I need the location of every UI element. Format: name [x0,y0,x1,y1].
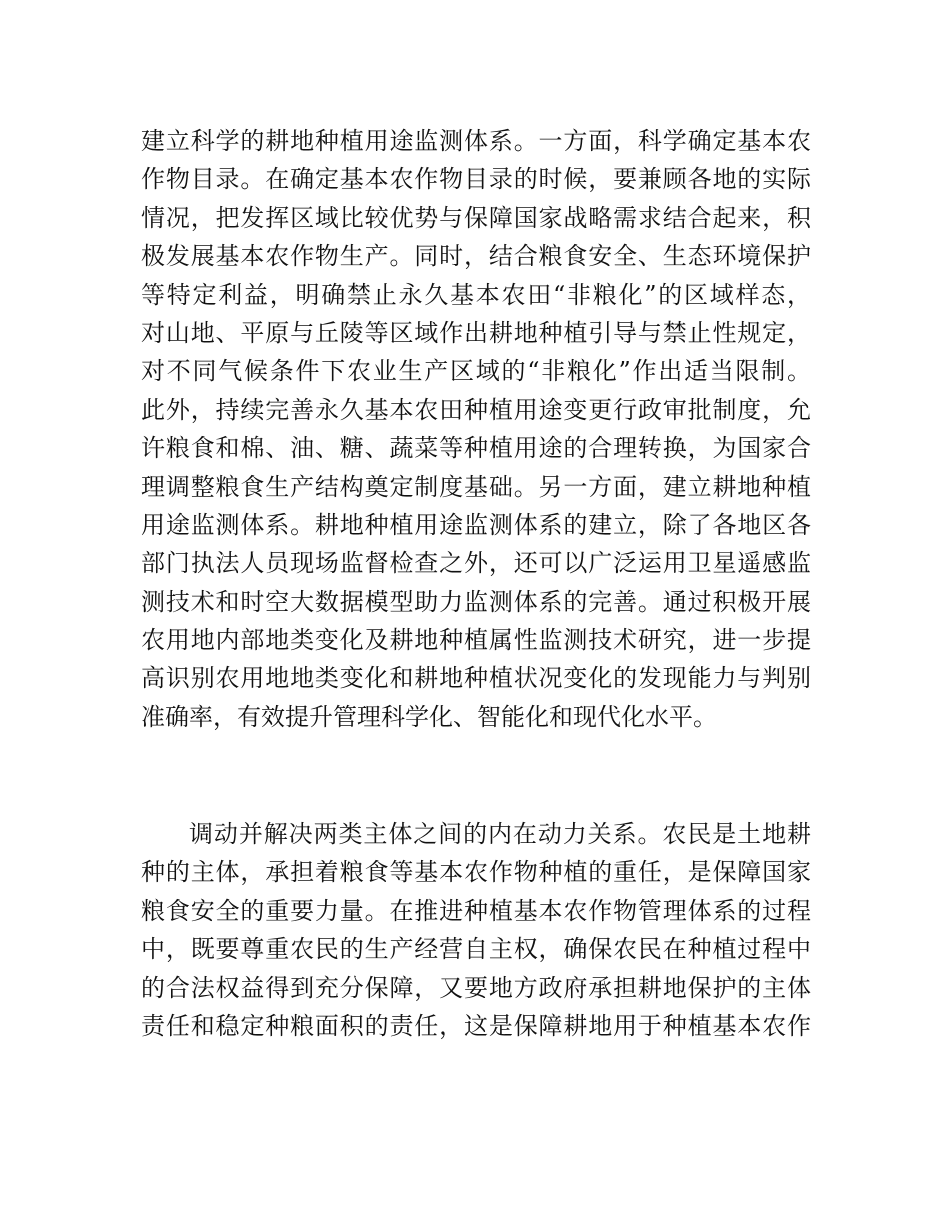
paragraph-line: 测技术和时空大数据模型助力监测体系的完善。通过积极开展 [141,587,811,616]
paragraph-2 [141,815,811,1045]
paragraph-line: 理调整粮食生产结构奠定制度基础。另一方面，建立耕地种植 [141,472,811,501]
paragraph-line: 情况，把发挥区域比较优势与保障国家战略需求结合起来，积 [141,203,811,232]
paragraph-line: 责任和稳定种粮面积的责任，这是保障耕地用于种植基本农作 [141,1011,811,1040]
paragraph-line: 粮食安全的重要力量。在推进种植基本农作物管理体系的过程 [141,896,811,925]
paragraph-line: 准确率，有效提升管理科学化、智能化和现代化水平。 [141,702,717,731]
paragraph-line: 用途监测体系。耕地种植用途监测体系的建立，除了各地区各 [141,510,811,539]
paragraph-1 [141,122,811,736]
paragraph-line: 调动并解决两类主体之间的内在动力关系。农民是土地耕 [189,820,811,848]
paragraph-line: 种的主体，承担着粮食等基本农作物种植的重任，是保障国家 [141,858,811,887]
paragraph-line: 许粮食和棉、油、糖、蔬菜等种植用途的合理转换，为国家合 [141,434,811,463]
paragraph-line: 对不同气候条件下农业生产区域的“非粮化”作出适当限制。 [141,357,811,386]
paragraph-line: 的合法权益得到充分保障，又要地方政府承担耕地保护的主体 [141,973,811,1002]
paragraph-line: 高识别农用地地类变化和耕地种植状况变化的发现能力与判别 [141,664,811,693]
paragraph-line: 对山地、平原与丘陵等区域作出耕地种植引导与禁止性规定， [141,318,811,347]
paragraph-line: 等特定利益，明确禁止永久基本农田“非粮化”的区域样态， [141,280,811,309]
paragraph-line: 作物目录。在确定基本农作物目录的时候，要兼顾各地的实际 [141,165,811,194]
paragraph-line: 部门执法人员现场监督检查之外，还可以广泛运用卫星遥感监 [141,549,811,578]
paragraph-line: 建立科学的耕地种植用途监测体系。一方面，科学确定基本农 [141,127,811,155]
paragraph-line: 农用地内部地类变化及耕地种植属性监测技术研究，进一步提 [141,626,811,655]
paragraph-line: 此外，持续完善永久基本农田种植用途变更行政审批制度，允 [141,395,811,424]
paragraph-line: 极发展基本农作物生产。同时，结合粮食安全、生态环境保护 [141,242,811,271]
paragraph-line: 中，既要尊重农民的生产经营自主权，确保农民在种植过程中 [141,935,811,964]
